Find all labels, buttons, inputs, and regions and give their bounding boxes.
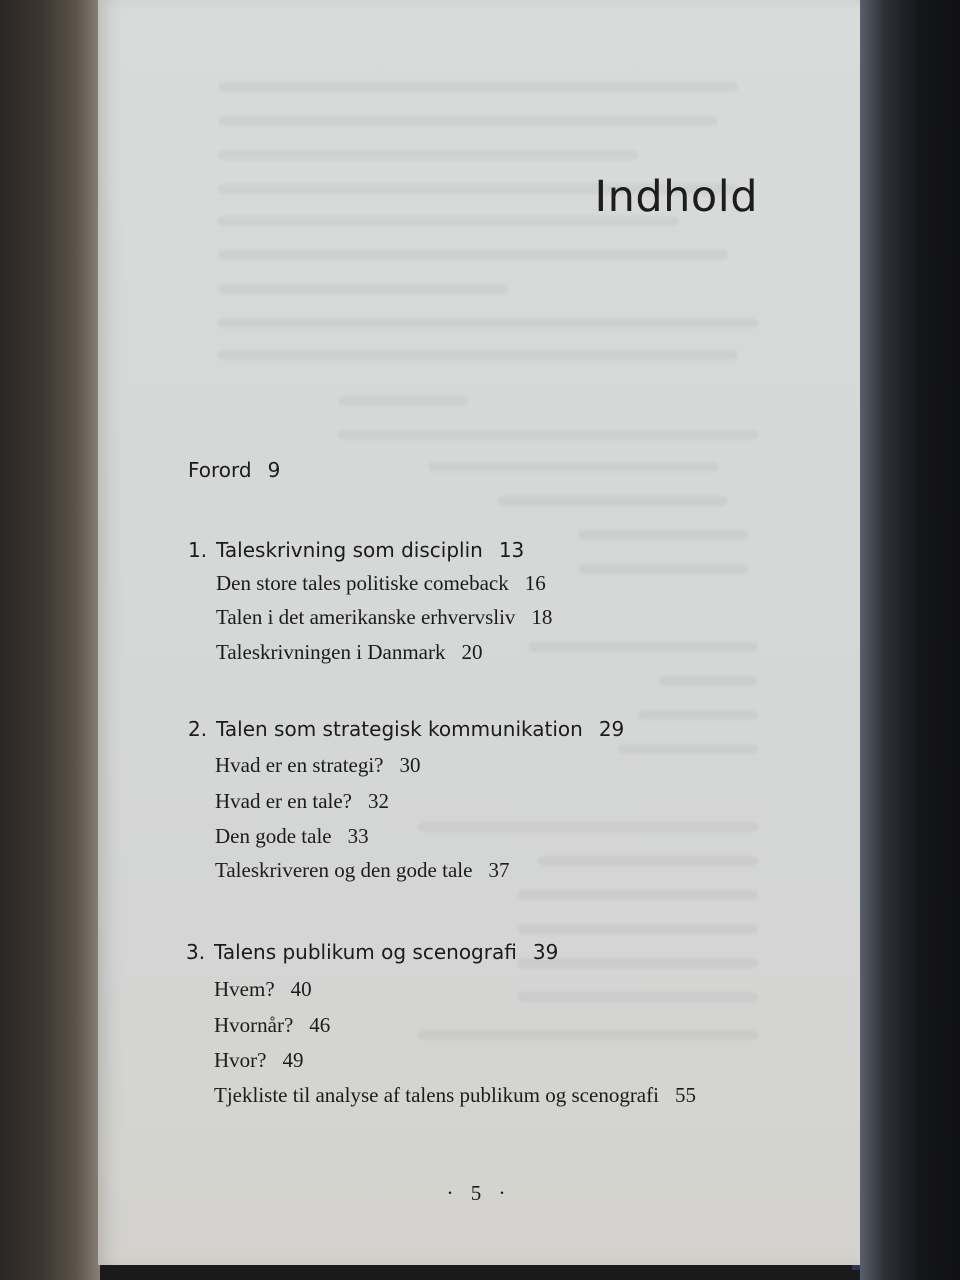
toc-section xyxy=(216,571,546,596)
page-title: Indhold xyxy=(594,172,758,222)
chapter-page: 39 xyxy=(532,940,559,964)
section-page: 33 xyxy=(347,824,369,848)
toc-chapter xyxy=(188,538,524,562)
toc-section xyxy=(215,824,369,849)
chapter-title: Talens publikum og scenografi xyxy=(214,940,517,964)
chapter-page: 29 xyxy=(598,717,625,741)
section-title: Hvad er en strategi? xyxy=(215,753,384,777)
chapter-title: Taleskrivning som disciplin xyxy=(216,538,483,562)
section-page: 32 xyxy=(368,789,390,813)
toc-section xyxy=(215,753,421,778)
section-title: Den gode tale xyxy=(215,824,332,848)
book-cover-edge xyxy=(860,0,960,1280)
toc-section xyxy=(214,1013,330,1038)
section-page: 18 xyxy=(531,605,553,629)
section-page: 30 xyxy=(399,753,421,777)
chapter-page: 13 xyxy=(498,538,525,562)
toc-section xyxy=(214,977,312,1002)
toc-section xyxy=(216,605,552,630)
section-page: 49 xyxy=(282,1048,304,1072)
toc-section xyxy=(215,789,389,814)
section-title: Hvornår? xyxy=(214,1013,294,1037)
section-title: Taleskriveren og den gode tale xyxy=(215,858,473,882)
toc-section xyxy=(214,1048,303,1073)
section-title: Den store tales politiske comeback xyxy=(216,571,509,595)
chapter-number: 2. xyxy=(188,717,208,741)
foreword-label: Forord xyxy=(188,458,252,482)
toc-section xyxy=(215,858,509,883)
chapter-number: 1. xyxy=(188,538,208,562)
chapter-title: Talen som strategisk kommunikation xyxy=(216,717,583,741)
section-title: Hvad er en tale? xyxy=(215,789,353,813)
toc-chapter xyxy=(188,717,624,741)
foreword-page: 9 xyxy=(267,458,281,482)
page-number: · 5 · xyxy=(446,1181,512,1205)
section-title: Hvem? xyxy=(214,977,275,1001)
section-page: 16 xyxy=(524,571,546,595)
section-title: Taleskrivningen i Danmark xyxy=(216,640,446,664)
book-left-edge xyxy=(0,0,100,1280)
section-page: 46 xyxy=(309,1013,331,1037)
section-title: Talen i det amerikanske erhvervsliv xyxy=(216,605,516,629)
toc-chapter xyxy=(186,940,558,964)
section-page: 37 xyxy=(488,858,510,882)
section-title: Tjekliste til analyse af talens publikum og scenografi xyxy=(214,1083,659,1107)
section-page: 40 xyxy=(290,977,312,1001)
toc-section xyxy=(216,640,482,665)
toc-foreword xyxy=(188,458,280,482)
toc-section xyxy=(214,1083,696,1108)
section-page: 20 xyxy=(461,640,483,664)
section-title: Hvor? xyxy=(214,1048,267,1072)
section-page: 55 xyxy=(674,1083,696,1107)
book-page xyxy=(98,0,860,1265)
chapter-number: 3. xyxy=(186,940,206,964)
